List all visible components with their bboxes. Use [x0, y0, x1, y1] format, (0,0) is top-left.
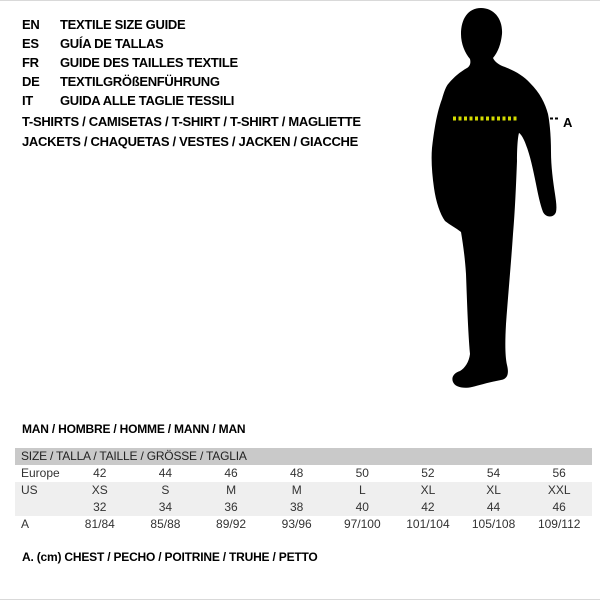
table-cell: M	[226, 483, 237, 497]
garment-categories	[22, 112, 361, 152]
language-code: IT	[22, 93, 33, 108]
measure-label-a: A	[563, 114, 573, 130]
table-cell: 85/88	[150, 517, 181, 531]
table-cell: 44	[486, 500, 501, 514]
language-list	[22, 15, 238, 110]
language-code: FR	[22, 55, 39, 70]
table-cell: 34	[158, 500, 173, 514]
table-cell: 44	[158, 466, 173, 480]
table-cell: XL	[486, 483, 501, 497]
table-cell: 46	[224, 466, 238, 480]
table-cell: 42	[93, 466, 107, 480]
size-table-header: SIZE / TALLA / TAILLE / GRÖSSE / TAGLIA	[15, 448, 592, 465]
table-cell: 38	[290, 500, 304, 514]
language-row	[22, 15, 238, 34]
language-label: TEXTILGRÖßENFÜHRUNG	[60, 74, 220, 89]
table-cell: 101/104	[406, 517, 450, 531]
measurement-footnote: A. (cm) CHEST / PECHO / POITRINE / TRUHE / PETTO	[22, 550, 318, 564]
table-cell: 42	[421, 500, 435, 514]
language-label: GUÍA DE TALLAS	[60, 36, 164, 51]
language-label: GUIDA ALLE TAGLIE TESSILI	[60, 93, 235, 108]
table-cell: 32	[93, 500, 107, 514]
table-row-us	[15, 482, 592, 499]
table-cell: 89/92	[216, 517, 247, 531]
table-cell: XS	[91, 483, 108, 497]
language-label: TEXTILE SIZE GUIDE	[60, 17, 186, 32]
language-code: ES	[22, 36, 39, 51]
table-row-europe	[15, 465, 592, 482]
table-cell: 46	[552, 500, 566, 514]
table-cell: 50	[355, 466, 369, 480]
table-cell: 81/84	[84, 517, 115, 531]
language-row	[22, 53, 238, 72]
man-silhouette-figure	[410, 6, 575, 406]
table-cell: XL	[420, 483, 436, 497]
row-label: A	[21, 517, 30, 531]
category-jackets: JACKETS / CHAQUETAS / VESTES / JACKEN / GIACCHE	[22, 134, 358, 149]
table-cell: 56	[552, 466, 566, 480]
table-row-chest-a	[15, 516, 592, 533]
table-cell: 109/112	[537, 517, 581, 531]
table-cell: 40	[355, 500, 369, 514]
language-row	[22, 91, 238, 110]
table-cell: 52	[421, 466, 435, 480]
row-label: Europe	[21, 466, 60, 480]
table-cell: S	[161, 483, 170, 497]
language-label: GUIDE DES TAILLES TEXTILE	[60, 55, 238, 70]
table-cell: 97/100	[343, 517, 381, 531]
row-label: US	[21, 483, 38, 497]
language-row	[22, 72, 238, 91]
language-row	[22, 34, 238, 53]
language-code: EN	[22, 17, 40, 32]
size-table	[15, 448, 592, 533]
man-silhouette	[432, 8, 557, 388]
table-cell: 54	[486, 466, 501, 480]
category-tshirts: T-SHIRTS / CAMISETAS / T-SHIRT / T-SHIRT / MAGLIETTE	[22, 114, 361, 129]
section-heading-man: MAN / HOMBRE / HOMME / MANN / MAN	[22, 422, 246, 436]
table-cell: L	[358, 483, 366, 497]
table-cell: 93/96	[281, 517, 312, 531]
table-cell: M	[291, 483, 302, 497]
language-code: DE	[22, 74, 40, 89]
table-row-numeric	[15, 499, 592, 516]
table-cell: 36	[224, 500, 238, 514]
table-cell: 48	[290, 466, 304, 480]
table-cell: XXL	[547, 483, 571, 497]
table-cell: 105/108	[471, 517, 516, 531]
